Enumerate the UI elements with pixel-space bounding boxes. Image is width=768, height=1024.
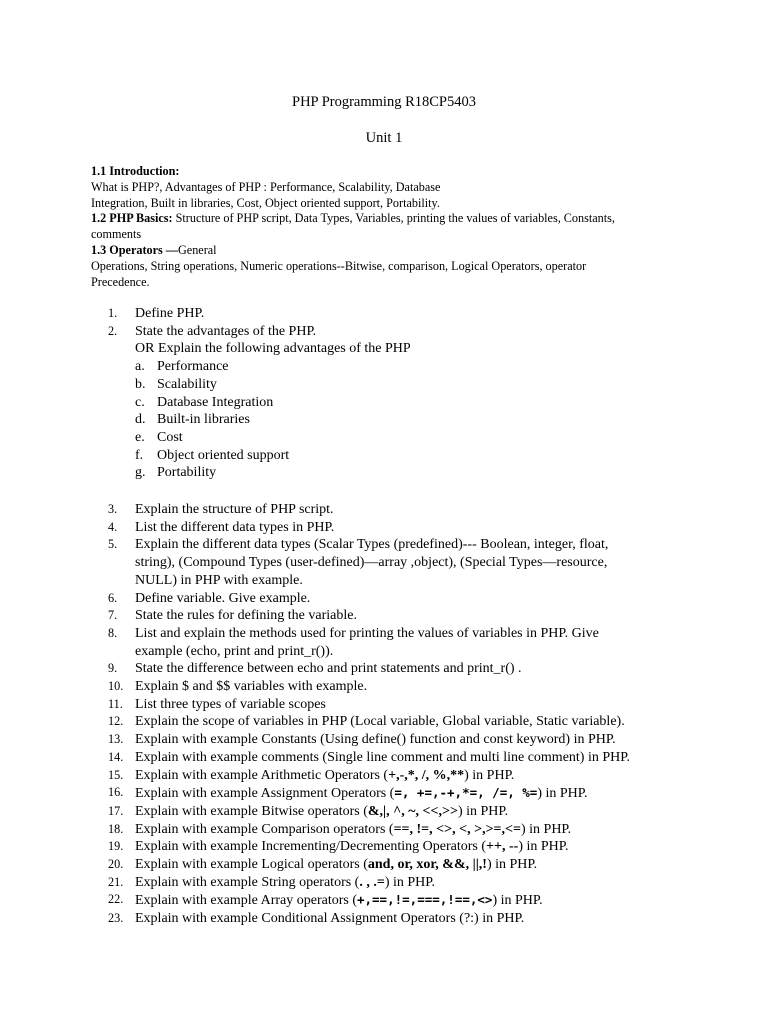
sub-item-text: Built-in libraries (157, 412, 250, 428)
list-item (108, 625, 688, 660)
question-text: Explain with example Constants (Using define() function and const keyword) in PHP. (135, 732, 616, 748)
operator-symbols: . , .= (359, 874, 385, 890)
question-number: 14. (108, 749, 124, 764)
question-text-post: ) in PHP. (492, 893, 543, 909)
list-item (108, 856, 688, 874)
question-text-post: ) in PHP. (518, 839, 569, 855)
sub-item (108, 447, 688, 465)
question-text: State the rules for defining the variable. (135, 608, 357, 624)
question-number: 22. (108, 892, 124, 907)
basics-heading: 1.2 PHP Basics: (91, 211, 173, 226)
question-text-line: Explain the different data types (Scalar Types (predefined)--- Boolean, integer, float, (135, 537, 609, 553)
list-item (108, 767, 688, 785)
sub-item (108, 358, 688, 376)
question-text: List the different data types in PHP. (135, 519, 335, 535)
operators-line-2: Precedence. (91, 274, 150, 289)
question-text-pre: Explain with example String operators ( (135, 874, 360, 890)
question-number: 5. (108, 537, 118, 552)
question-text-post: ) in PHP. (457, 803, 509, 819)
question-number: 8. (108, 625, 118, 640)
question-number: 16. (108, 785, 124, 800)
list-item (108, 891, 688, 910)
question-number: 10. (108, 679, 124, 694)
basics-text-2: comments (91, 227, 142, 242)
question-text-post: ) in PHP. (384, 874, 436, 890)
question-text-line: string), (Compound Types (user-defined)—array ,object), (Special Types—resource, (135, 555, 608, 571)
sub-item-letter: e. (135, 429, 145, 445)
sub-item (108, 429, 688, 447)
list-item (108, 731, 688, 749)
list-item (108, 536, 688, 589)
question-text: Explain with example comments (Single line comment and multi line comment) in PHP. (135, 749, 630, 765)
question-number: 21. (108, 874, 124, 889)
question-number: 20. (108, 857, 124, 872)
sub-item-letter: c. (135, 394, 145, 410)
question-list-part-1 (108, 305, 688, 482)
question-text-line: NULL) in PHP with example. (135, 572, 303, 588)
question-text: Define PHP. (135, 306, 205, 321)
list-item (108, 607, 688, 625)
question-text-pre: Explain with example Assignment Operators ( (135, 786, 395, 802)
operator-symbols: +,-,*, /, %,** (388, 767, 465, 783)
question-text-pre: Explain with example Comparison operators ( (135, 821, 394, 837)
sub-item (108, 376, 688, 394)
question-text (135, 891, 688, 910)
question-text: Define variable. Give example. (135, 590, 311, 606)
syllabus-section (91, 164, 681, 290)
list-item (108, 910, 688, 928)
sub-item-letter: f. (135, 447, 144, 463)
question-text-pre: Explain with example Bitwise operators ( (135, 803, 368, 819)
list-item (108, 305, 688, 323)
question-or-text: OR Explain the following advantages of the PHP (135, 341, 411, 357)
intro-line-1: What is PHP?, Advantages of PHP : Performance, Scalability, Database (91, 179, 441, 194)
question-text: List three types of variable scopes (135, 696, 326, 712)
list-item (108, 874, 688, 892)
sub-item-text: Portability (157, 465, 217, 481)
list-item (108, 749, 688, 767)
list-item (108, 838, 688, 856)
question-text: Explain the scope of variables in PHP (Local variable, Global variable, Static variable). (135, 714, 625, 730)
question-text (135, 625, 688, 660)
question-text: State the difference between echo and print statements and print_r() . (135, 661, 522, 677)
sub-item (108, 394, 688, 412)
list-item (108, 784, 688, 803)
operator-symbols: ++, -- (486, 839, 519, 855)
sub-item (108, 411, 688, 429)
document-title: PHP Programming R18CP5403 (292, 94, 476, 110)
question-number: 6. (108, 590, 118, 605)
question-text (135, 536, 688, 589)
operator-symbols: +,==,!=,===,!==,<> (356, 892, 493, 908)
list-item (108, 821, 688, 839)
list-item (108, 803, 688, 821)
list-item (108, 519, 688, 537)
basics-text: Structure of PHP script, Data Types, Variables, printing the values of variables, Constants, (172, 211, 615, 226)
operator-symbols: &,|, ^, ~, <<,>> (367, 803, 458, 819)
intro-heading: 1.1 Introduction: (91, 164, 180, 178)
operators-line-1: Operations, String operations, Numeric operations--Bitwise, comparison, Logical Operators, operator (91, 258, 587, 273)
list-item (108, 678, 688, 696)
question-text-line: List and explain the methods used for printing the values of variables in PHP. Give (135, 625, 599, 641)
list-item (108, 713, 688, 731)
question-text-post: ) in PHP. (537, 786, 588, 802)
sub-item-text: Database Integration (157, 394, 274, 410)
sub-item-text: Performance (157, 359, 229, 375)
question-text: Explain $ and $$ variables with example. (135, 679, 368, 695)
question-number: 3. (108, 502, 118, 516)
list-item (108, 340, 688, 358)
unit-heading: Unit 1 (365, 130, 403, 146)
intro-line-2: Integration, Built in libraries, Cost, Object oriented support, Portability. (91, 195, 440, 210)
question-text (135, 821, 688, 839)
question-text-pre: Explain with example Arithmetic Operators ( (135, 767, 389, 783)
question-text-post: ) in PHP. (464, 767, 515, 783)
question-number: 23. (108, 911, 124, 926)
question-text-pre: Explain with example Incrementing/Decrementing Operators ( (135, 839, 487, 855)
question-text-line: example (echo, print and print_r()). (135, 643, 334, 659)
question-text (135, 803, 688, 821)
operators-heading: 1.3 Operators — (91, 242, 178, 257)
operator-symbols: ==, !=, <>, <, >,>=,<= (393, 821, 521, 837)
list-item (108, 590, 688, 608)
question-number: 17. (108, 803, 124, 818)
question-number: 4. (108, 519, 118, 534)
question-text-post: ) in PHP. (486, 857, 538, 873)
sub-item-text: Cost (157, 429, 183, 445)
question-number: 19. (108, 839, 124, 854)
question-text (135, 767, 688, 785)
question-number: 7. (108, 608, 118, 623)
list-item (108, 501, 688, 519)
sub-item-letter: d. (135, 412, 146, 428)
list-item (108, 696, 688, 714)
question-list-part-2 (108, 501, 688, 928)
question-number: 2. (108, 323, 118, 338)
sub-item (108, 464, 688, 482)
question-number: 18. (108, 821, 124, 836)
question-text (135, 856, 688, 874)
operator-symbols: =, +=,-+,*=, /=, %= (394, 785, 538, 801)
list-item (108, 660, 688, 678)
question-number: 15. (108, 767, 124, 782)
list-item (108, 323, 688, 341)
question-text: Explain the structure of PHP script. (135, 502, 334, 517)
question-text (135, 784, 688, 803)
question-text: Explain with example Conditional Assignment Operators (?:) in PHP. (135, 911, 525, 927)
question-text-pre: Explain with example Logical operators ( (135, 857, 368, 873)
operators-heading-rest: General (178, 242, 217, 257)
sub-item-letter: g. (135, 465, 146, 481)
question-number: 11. (108, 696, 123, 711)
sub-item-letter: b. (135, 376, 146, 392)
question-number: 1. (108, 306, 118, 320)
question-text-post: ) in PHP. (520, 821, 572, 837)
sub-item-text: Object oriented support (157, 447, 290, 463)
operator-symbols: and, or, xor, &&, ||,! (367, 857, 487, 873)
question-number: 9. (108, 661, 118, 676)
question-text (135, 874, 688, 892)
question-text: State the advantages of the PHP. (135, 323, 317, 339)
sub-item-letter: a. (135, 359, 145, 375)
sub-item-text: Scalability (157, 376, 217, 392)
question-number: 13. (108, 732, 124, 747)
question-number: 12. (108, 714, 124, 729)
question-text (135, 838, 688, 856)
question-text-pre: Explain with example Array operators ( (135, 893, 357, 909)
